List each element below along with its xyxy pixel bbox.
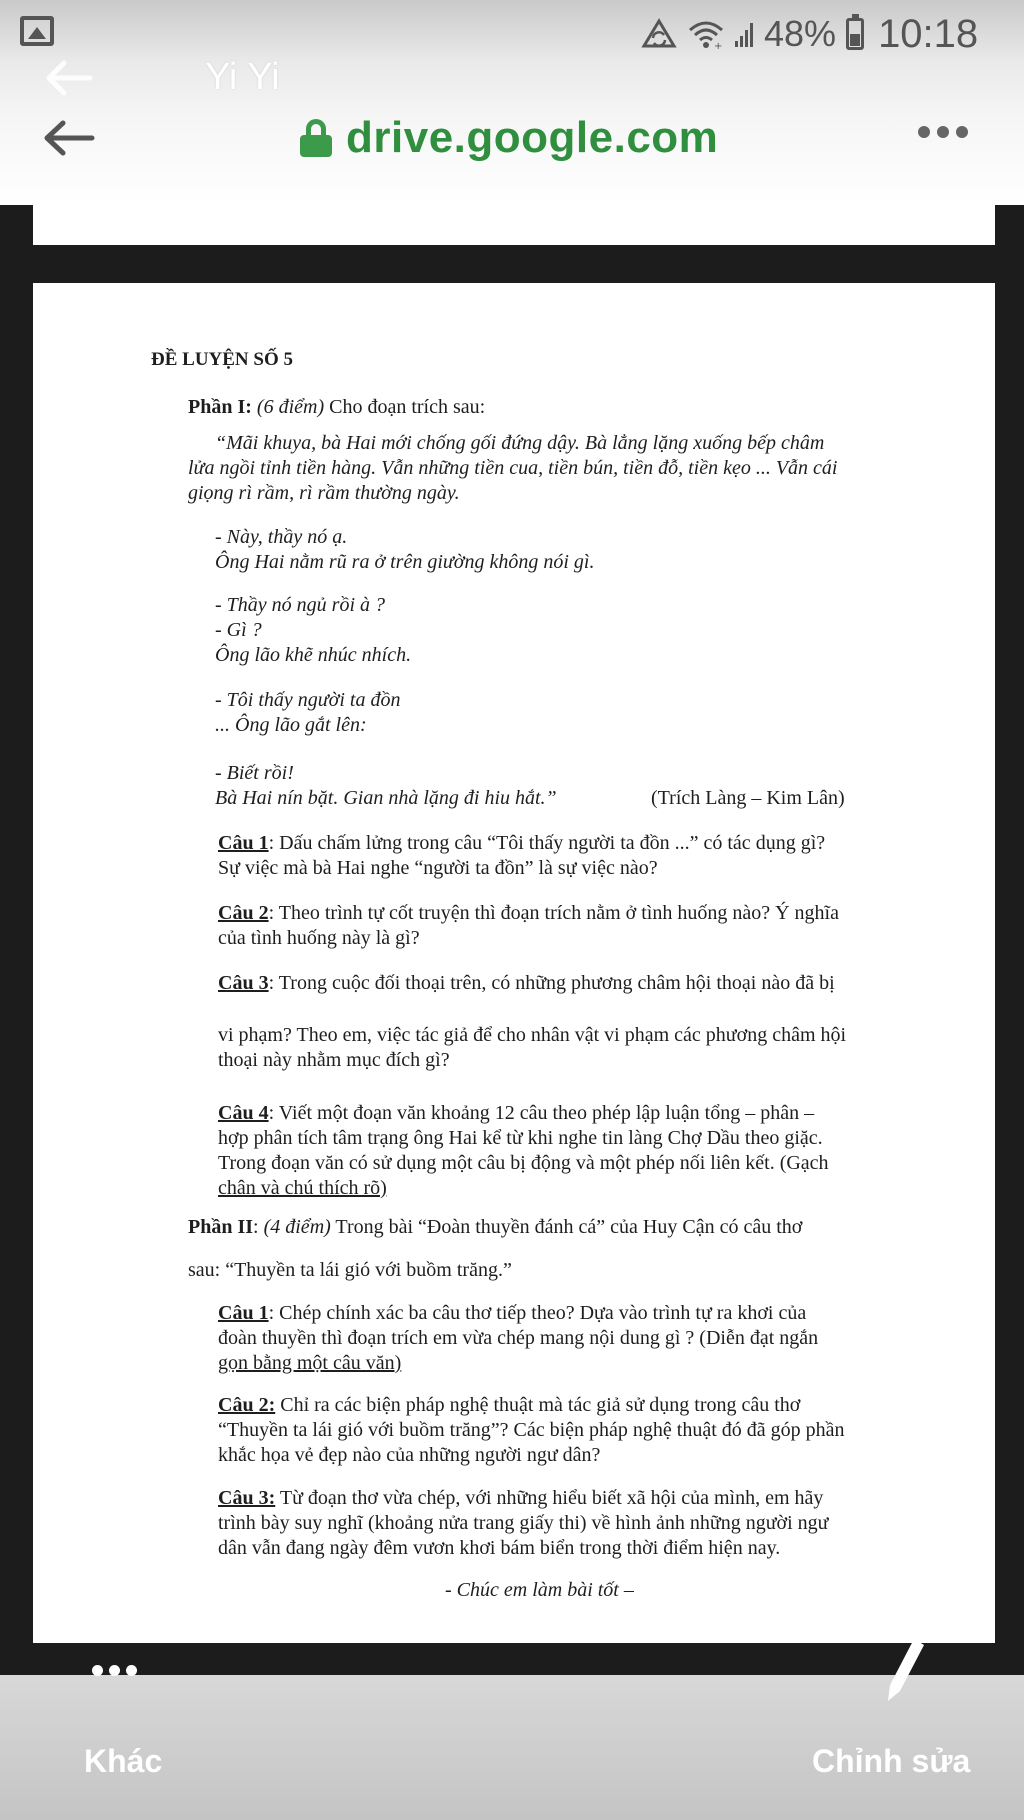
question-line: hợp phân tích tâm trạng ông Hai kể từ khi nghe tin làng Chợ Dầu theo giặc. [218, 1127, 823, 1149]
browser-header [0, 0, 1024, 205]
wifi-icon [686, 18, 726, 50]
question-line: của tình huống này là gì? [218, 927, 420, 949]
excerpt-line: giọng rì rầm, rì rầm thường ngày. [188, 482, 460, 504]
part2-heading: Phần II: (4 điểm) Trong bài “Đoàn thuyền đánh cá” của Huy Cận có câu thơ [188, 1216, 803, 1238]
battery-icon [846, 18, 864, 50]
excerpt-line: lửa ngồi tỉnh tiền hàng. Vẫn những tiền cua, tiền bún, tiền đỗ, tiền kẹo ... Vẫn cái [188, 457, 838, 479]
document-page [33, 283, 995, 1643]
question-line: khắc họa vẻ đẹp nào của những người ngư dân? [218, 1444, 601, 1466]
url-text: drive.google.com [346, 113, 719, 162]
bottom-action-bar [0, 1675, 1024, 1820]
question-line: “Thuyền ta lái gió với buồm trăng”? Các biện pháp nghệ thuật đó đã góp phần [218, 1419, 845, 1441]
back-arrow-icon[interactable] [40, 118, 96, 158]
document-viewer[interactable] [0, 205, 1024, 1680]
ghost-back-arrow-icon [42, 58, 94, 98]
question-line: Trong đoạn văn có sử dụng một câu bị động và một phép nối liên kết. (Gạch [218, 1152, 829, 1174]
status-icons [640, 12, 978, 56]
question-line: Câu 4: Viết một đoạn văn khoảng 12 câu theo phép lập luận tổng – phân – [218, 1102, 815, 1124]
dialogue-line: Ông lão khẽ nhúc nhích. [215, 644, 412, 666]
question-line: Câu 2: Chỉ ra các biện pháp nghệ thuật mà tác giả sử dụng trong câu thơ [218, 1394, 801, 1416]
question-line: vi phạm? Theo em, việc tác giả để cho nhân vật vi phạm các phương châm hội [218, 1024, 847, 1046]
question-line: thoại này nhằm mục đích gì? [218, 1049, 450, 1071]
gallery-icon [20, 16, 54, 46]
dialogue-line: - Tôi thấy người ta đồn [215, 689, 401, 711]
question-line: trình bày suy nghĩ (khoảng nửa trang giấy thi) về hình ảnh những người ngư [218, 1512, 829, 1534]
battery-percent: 48% [764, 13, 837, 54]
part1-heading: Phần I: (6 điểm) Cho đoạn trích sau: [188, 396, 486, 418]
excerpt-source: (Trích Làng – Kim Lân) [651, 787, 845, 809]
part2-intro: sau: “Thuyền ta lái gió với buồm trăng.” [188, 1259, 512, 1281]
doc-title: ĐỀ LUYỆN SỐ 5 [151, 349, 293, 370]
question-line: đoàn thuyền thì đoạn trích em vừa chép mang nội dung gì ? (Diễn đạt ngắn [218, 1327, 819, 1349]
dialogue-line: - Gì ? [215, 619, 262, 641]
question-line: Câu 1: Dấu chấm lửng trong câu “Tôi thấy người ta đồn ...” có tác dụng gì? [218, 832, 826, 854]
question-line: Câu 1: Chép chính xác ba câu thơ tiếp theo? Dựa vào trình tự ra khơi của [218, 1302, 807, 1324]
chat-contact-name: Yi Yi [205, 56, 280, 98]
question-line: Câu 2: Theo trình tự cốt truyện thì đoạn trích nằm ở tình huống nào? Ý nghĩa [218, 902, 839, 924]
more-dots-icon[interactable] [92, 1665, 137, 1676]
question-line: chân và chú thích rõ) [218, 1177, 387, 1199]
clock: 10:18 [878, 11, 979, 56]
status-bar [0, 0, 1024, 70]
signal-icon [734, 19, 756, 49]
dialogue-line: Ông Hai nằm rũ ra ở trên giường không nói gì. [215, 551, 595, 573]
excerpt-line: “Mãi khuya, bà Hai mới chống gối đứng dậy. Bà lẳng lặng xuống bếp châm [215, 432, 825, 454]
dialogue-line: - Này, thầy nó ạ. [215, 526, 348, 548]
question-line: gọn bằng một câu văn) [218, 1352, 402, 1374]
more-options-icon[interactable] [918, 126, 968, 138]
previous-page-edge [33, 205, 995, 245]
edit-button[interactable]: Chỉnh sửa [812, 1743, 971, 1779]
sync-icon [640, 18, 678, 50]
dialogue-line: ... Ông lão gắt lên: [215, 714, 367, 736]
svg-text:+: + [714, 41, 723, 50]
question-line: Câu 3: Từ đoạn thơ vừa chép, với những hiểu biết xã hội của mình, em hãy [218, 1487, 824, 1509]
question-line: dân vẫn đang ngày đêm vươn khơi bám biển trong thời điểm hiện nay. [218, 1537, 781, 1559]
other-button[interactable]: Khác [84, 1743, 163, 1779]
dialogue-line: - Thầy nó ngủ rồi à ? [215, 594, 385, 616]
address-bar[interactable] [300, 110, 718, 166]
question-line: Sự việc mà bà Hai nghe “người ta đồn” là sự việc nào? [218, 857, 658, 879]
dialogue-line: - Biết rồi! [215, 762, 294, 784]
closing-line: - Chúc em làm bài tốt – [445, 1579, 634, 1601]
dialogue-line: Bà Hai nín bặt. Gian nhà lặng đi hiu hắt.” [215, 787, 557, 809]
lock-icon [300, 119, 332, 157]
pen-icon[interactable] [880, 1635, 930, 1705]
question-line: Câu 3: Trong cuộc đối thoại trên, có những phương châm hội thoại nào đã bị [218, 972, 835, 994]
